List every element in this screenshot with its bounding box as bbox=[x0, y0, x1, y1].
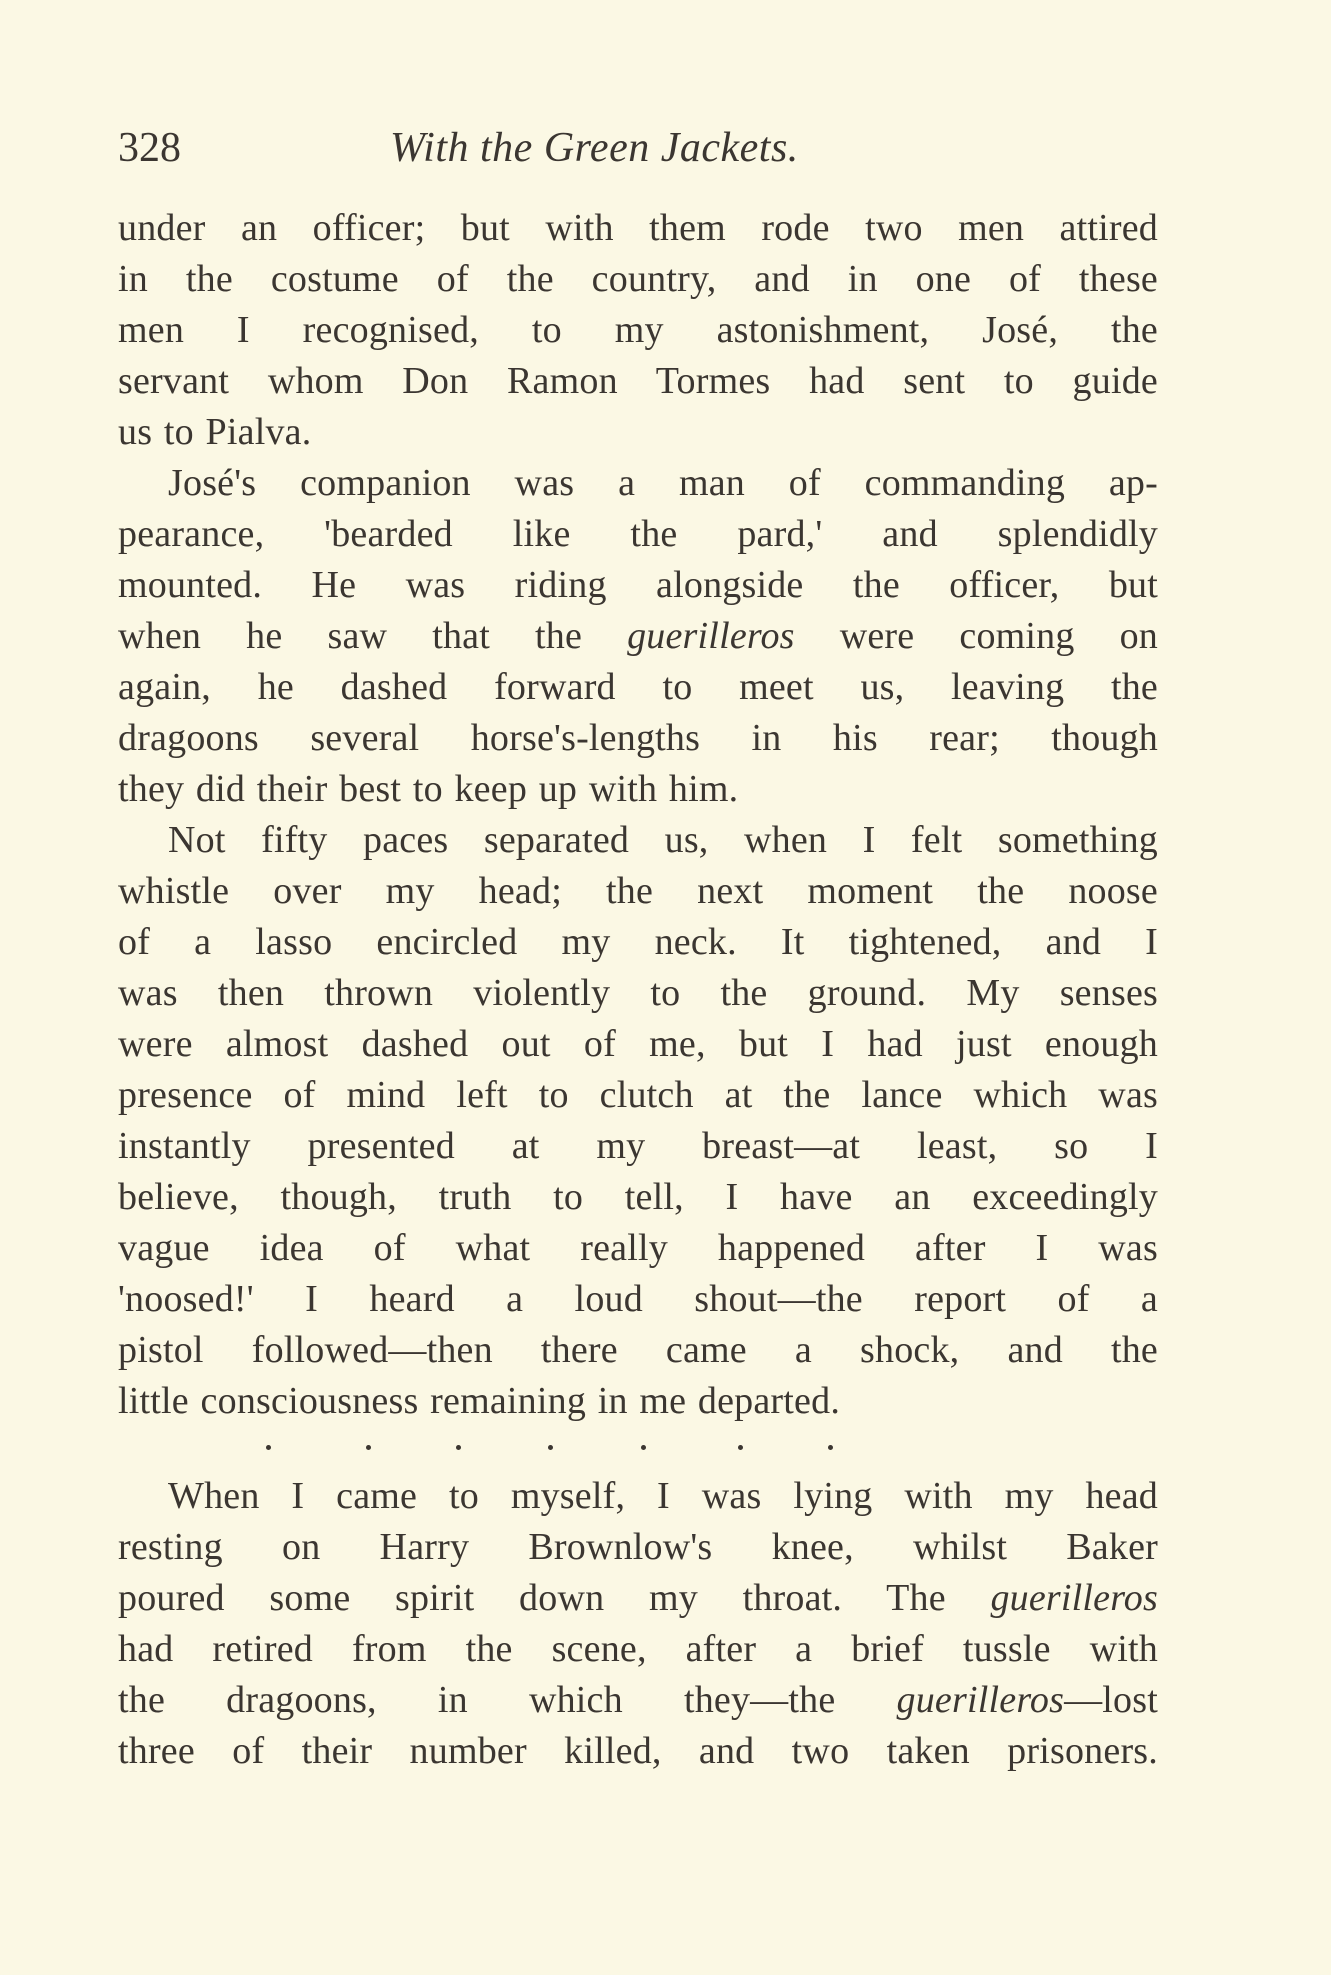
text-fragment: —lost bbox=[1064, 1679, 1158, 1721]
ornament-dot bbox=[456, 1445, 461, 1450]
ornament-dot bbox=[738, 1445, 743, 1450]
text-line: little consciousness remaining in me departed. bbox=[118, 1380, 841, 1422]
text-line: dragoons several horse's-lengths in his rear; though bbox=[118, 717, 1158, 759]
text-line: men I recognised, to my astonishment, José, the bbox=[118, 309, 1158, 351]
text-line: When I came to myself, I was lying with my head bbox=[168, 1475, 1158, 1517]
ornament-dot bbox=[828, 1445, 833, 1450]
text-line: resting on Harry Brownlow's knee, whilst Baker bbox=[118, 1526, 1158, 1568]
text-line: 'noosed!' I heard a loud shout—the report of a bbox=[118, 1278, 1158, 1320]
paragraph bbox=[118, 203, 1158, 458]
italic-term: guerilleros bbox=[990, 1577, 1158, 1619]
text-fragment: when he saw that the bbox=[118, 615, 583, 657]
ornament-dot bbox=[266, 1445, 271, 1450]
text-line: they did their best to keep up with him. bbox=[118, 768, 739, 810]
ornament-dot bbox=[366, 1445, 371, 1450]
running-title: With the Green Jackets. bbox=[390, 125, 799, 171]
section-break bbox=[118, 1427, 1158, 1471]
body-text bbox=[118, 203, 1158, 1777]
paragraph bbox=[118, 815, 1158, 1427]
text-line: believe, though, truth to tell, I have an exceedingly bbox=[118, 1176, 1158, 1218]
text-line: vague idea of what really happened after I was bbox=[118, 1227, 1158, 1269]
text-line: were almost dashed out of me, but I had just enough bbox=[118, 1023, 1158, 1065]
running-head bbox=[118, 118, 1158, 178]
text-fragment: the dragoons, in which they—the bbox=[118, 1679, 836, 1721]
ornament-dot bbox=[641, 1445, 646, 1450]
text-line: whistle over my head; the next moment the noose bbox=[118, 870, 1158, 912]
text-line: three of their number killed, and two taken prisoners. bbox=[118, 1730, 1158, 1772]
italic-term: guerilleros bbox=[627, 615, 795, 657]
text-line: José's companion was a man of commanding ap- bbox=[168, 462, 1158, 504]
text-line: pearance, 'bearded like the pard,' and splendidly bbox=[118, 513, 1158, 555]
italic-term: guerilleros bbox=[896, 1679, 1065, 1721]
text-line bbox=[118, 1675, 1158, 1726]
text-line: had retired from the scene, after a brief tussle with bbox=[118, 1628, 1158, 1670]
page-number: 328 bbox=[118, 125, 181, 171]
text-line: of a lasso encircled my neck. It tightened, and I bbox=[118, 921, 1158, 963]
text-line: us to Pialva. bbox=[118, 411, 312, 453]
text-line: again, he dashed forward to meet us, leaving the bbox=[118, 666, 1158, 708]
text-line: in the costume of the country, and in one of these bbox=[118, 258, 1158, 300]
text-line: servant whom Don Ramon Tormes had sent to guide bbox=[118, 360, 1158, 402]
ornament-dot bbox=[548, 1445, 553, 1450]
text-line: instantly presented at my breast—at least, so I bbox=[118, 1125, 1158, 1167]
text-line: presence of mind left to clutch at the lance which was bbox=[118, 1074, 1158, 1116]
text-line: under an officer; but with them rode two men attired bbox=[118, 207, 1158, 249]
text-fragment: poured some spirit down my throat. The bbox=[118, 1577, 946, 1619]
text-line bbox=[118, 611, 1158, 662]
text-line: mounted. He was riding alongside the officer, but bbox=[118, 564, 1158, 606]
text-line bbox=[118, 1573, 1158, 1624]
text-fragment: were coming on bbox=[839, 615, 1158, 657]
text-line: Not fifty paces separated us, when I felt something bbox=[168, 819, 1158, 861]
paragraph bbox=[118, 1471, 1158, 1777]
text-line: was then thrown violently to the ground. My senses bbox=[118, 972, 1158, 1014]
paragraph bbox=[118, 458, 1158, 815]
text-line: pistol followed—then there came a shock, and the bbox=[118, 1329, 1158, 1371]
